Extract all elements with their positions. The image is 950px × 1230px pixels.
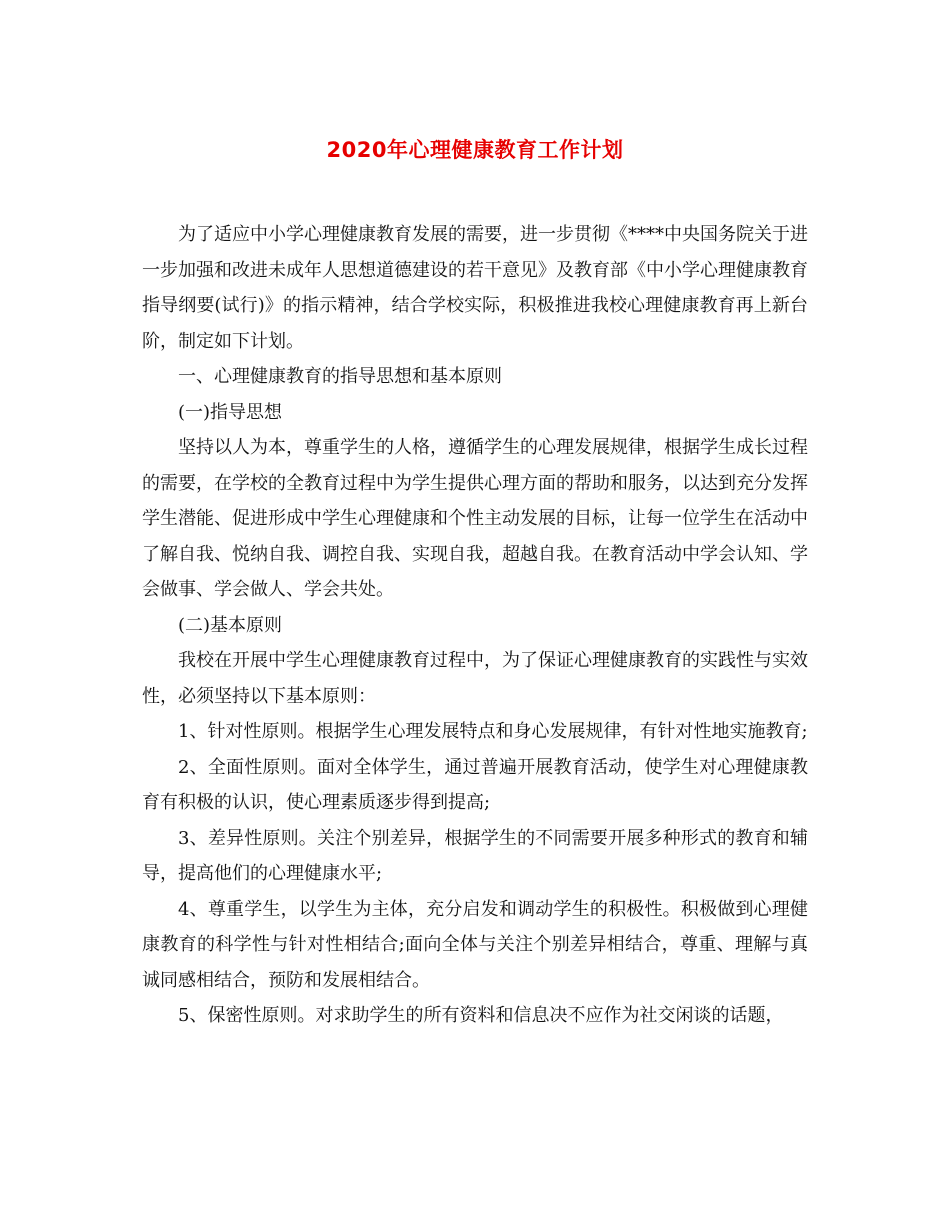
section-heading-guiding-ideology-and-principles: 一、心理健康教育的指导思想和基本原则	[178, 366, 502, 387]
subsection-heading-basic-principles: (二)基本原则	[178, 614, 283, 636]
principle-item-1: 1、针对性原则。根据学生心理发展特点和身心发展规律，有针对性地实施教育;	[178, 721, 808, 742]
document-body	[142, 217, 808, 1034]
principle-item-4: 4、尊重学生，以学生为主体，充分启发和调动学生的积极性。积极做到心理健康教育的科学性与针对性相结合;面向全体与关注个别差异相结合，尊重、理解与真诚同感相结合，预防和发展相结合。	[142, 898, 808, 991]
document-title: 2020年心理健康教育工作计划	[326, 138, 624, 162]
principle-item-5: 5、保密性原则。对求助学生的所有资料和信息决不应作为社交闲谈的话题，	[178, 1005, 784, 1026]
basic-principles-intro-paragraph: 我校在开展中学生心理健康教育过程中，为了保证心理健康教育的实践性与实效性，必须坚持以下基本原则：	[142, 650, 808, 707]
principle-item-3: 3、差异性原则。关注个别差异，根据学生的不同需要开展多种形式的教育和辅导，提高他们的心理健康水平;	[142, 827, 808, 884]
intro-paragraph: 为了适应中小学心理健康教育发展的需要，进一步贯彻《****中央国务院关于进一步加强和改进未成年人思想道德建设的若干意见》及教育部《中小学心理健康教育指导纲要(试行)》的指示精神，结合学校实际，积极推进我校心理健康教育再上新台阶，制定如下计划。	[142, 224, 808, 352]
subsection-heading-guiding-ideology: (一)指导思想	[178, 401, 283, 423]
principle-item-2: 2、全面性原则。面对全体学生，通过普遍开展教育活动，使学生对心理健康教育有积极的认识，使心理素质逐步得到提高;	[142, 756, 808, 813]
guiding-ideology-paragraph: 坚持以人为本，尊重学生的人格，遵循学生的心理发展规律，根据学生成长过程的需要，在学校的全教育过程中为学生提供心理方面的帮助和服务，以达到充分发挥学生潜能、促进形成中学生心理健康和个性主动发展的目标，让每一位学生在活动中了解自我、悦纳自我、调控自我、实现自我，超越自我。在教育活动中学会认知、学会做事、学会做人、学会共处。	[142, 437, 808, 600]
